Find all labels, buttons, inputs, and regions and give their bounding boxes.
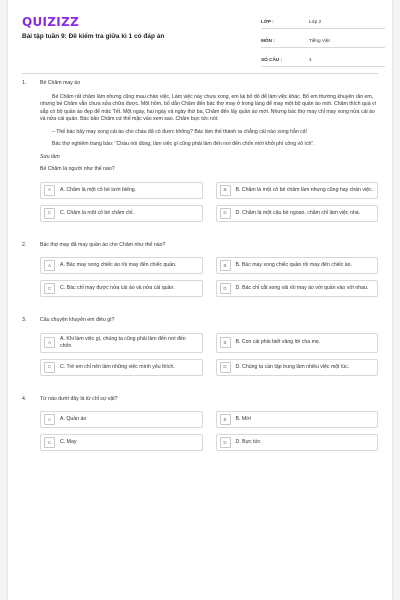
answer-option-a[interactable]: [40, 182, 203, 199]
option-letter: C: [44, 283, 55, 294]
option-letter: C: [44, 208, 55, 219]
question-2: [22, 242, 378, 298]
question-number: 2.: [22, 241, 27, 248]
option-text: C. Trẻ em chỉ nên làm những việc mình yêu thích.: [60, 363, 175, 370]
option-letter: C: [44, 362, 55, 373]
option-letter: B: [220, 414, 231, 425]
answer-option-b[interactable]: [216, 333, 379, 353]
answer-option-a[interactable]: [40, 257, 203, 274]
option-text: D. Chăm là một cậu bé ngoan, chăm chỉ làm việc nhà.: [235, 209, 361, 216]
meta-value: Lớp 2: [309, 18, 322, 24]
option-text: B. Con cái phải biết vâng lời cha mẹ.: [235, 339, 321, 346]
question-3: [22, 317, 378, 376]
option-text: B. Bác may xong chiếc quần rồi may đến chiếc áo.: [235, 262, 352, 269]
answer-option-a[interactable]: [40, 333, 203, 353]
question-header: [22, 317, 378, 325]
answer-options: [40, 333, 378, 376]
question-number: 3.: [22, 317, 27, 324]
questions-list: [22, 80, 378, 451]
question-header: [22, 396, 378, 404]
option-letter: C: [44, 437, 55, 448]
question-body: [40, 94, 378, 222]
worksheet-page: [8, 0, 392, 600]
option-letter: A: [44, 260, 55, 271]
worksheet-meta: [261, 14, 385, 71]
meta-row-subject: [261, 33, 385, 48]
option-letter: A: [44, 337, 55, 348]
header-divider: [22, 73, 378, 74]
option-text: C. May: [60, 439, 77, 446]
question-prompt: Câu chuyện khuyên em điều gì?: [40, 317, 115, 324]
option-letter: B: [220, 337, 231, 348]
option-text: A. Quần áo: [60, 416, 87, 423]
question-header: [22, 80, 378, 88]
question-prompt: Bác thợ may đã may quần áo cho Chăm như thế nào?: [40, 241, 166, 248]
meta-label: LỚP :: [261, 18, 274, 24]
option-text: B. Chăm là một cô bé chăm làm nhưng cũng hay chán việc.: [235, 186, 374, 193]
answer-option-b[interactable]: [216, 411, 379, 428]
option-text: B. Mới: [235, 416, 251, 423]
question-1: [22, 80, 378, 222]
option-letter: D: [220, 208, 231, 219]
meta-value: 4: [309, 56, 312, 62]
option-text: D. Bực tức: [235, 439, 261, 446]
option-letter: B: [220, 260, 231, 271]
answer-option-d[interactable]: [216, 359, 379, 376]
question-body: [40, 333, 378, 376]
question-number: 4.: [22, 395, 27, 402]
answer-option-d[interactable]: [216, 205, 379, 222]
quizizz-logo: QUIZIZZ: [22, 15, 80, 29]
page-title: Bài tập tuần 9: Đề kiểm tra giữa kì 1 có đáp án: [22, 33, 165, 40]
question-prompt: Từ nào dưới đây là từ chỉ sự vật?: [40, 395, 118, 402]
passage-paragraph: – Thế bác hãy may xong cái áo cho cháu đã có được không? Bác làm thế thành ra chẳng cái nào xong hẳn cả!: [52, 128, 308, 135]
question-header: [22, 242, 378, 250]
meta-value: Tiếng Việt: [309, 37, 330, 43]
question-4: [22, 396, 378, 452]
answer-option-b[interactable]: [216, 257, 379, 274]
option-letter: D: [220, 362, 231, 373]
option-text: D. Bác chỉ cắt xong vải rồi may áo với quần vào với nhau.: [235, 285, 369, 292]
option-letter: B: [220, 185, 231, 196]
meta-label: MÔN :: [261, 37, 275, 43]
answer-option-a[interactable]: [40, 411, 203, 428]
question-prompt: Bé Chăm là người như thế nào?: [40, 166, 115, 173]
option-text: A. Chăm là một cô bé lười biếng.: [60, 186, 137, 193]
answer-option-c[interactable]: [40, 359, 203, 376]
question-body: [40, 411, 378, 451]
option-letter: A: [44, 414, 55, 425]
answer-option-d[interactable]: [216, 434, 379, 451]
answer-option-d[interactable]: [216, 280, 379, 297]
answer-option-c[interactable]: [40, 205, 203, 222]
option-text: A. Bác may xong chiếc áo rồi may đến chiếc quần.: [60, 262, 177, 269]
answer-options: [40, 257, 378, 297]
option-letter: D: [220, 437, 231, 448]
passage-source: Sưu tầm: [40, 153, 60, 160]
passage-paragraph: Bác thợ nghiêm trang bảo: “Cháu nói đúng, làm việc gì cũng phải làm đến nơi đến chốn mới khỏi phí công vô ích”.: [52, 141, 315, 148]
answer-options: [40, 182, 378, 222]
option-letter: A: [44, 185, 55, 196]
option-text: C. Chăm là một cô bé chăm chỉ.: [60, 209, 134, 216]
option-text: C. Bác chỉ may được nửa cái áo và nửa cái quần.: [60, 285, 175, 292]
question-number: 1.: [22, 80, 27, 86]
option-text: A. Khi làm việc gì, chúng ta cũng phải làm đến nơi đến chốn.: [60, 335, 186, 349]
answer-option-c[interactable]: [40, 434, 203, 451]
passage-paragraph: Bé Chăm rất chăm làm nhưng cũng mau chán việc. Làm việc này chưa xong, em lại bỏ đó để làm việc khác. Bố em thường khuyên răn em, nhưng bé Chăm vẫn chưa sửa chữa được. Một hôm, bố dẫn Chăm đến bác thợ may ở trong làng để may một bộ quần áo mới. Chăm thích quá vì sắp có bộ quần áo đẹp để mặc Tết. Một ngày, hai ngày và ngày thứ ba, Chăm đến lấy quần áo mới. Nhưng bác thợ may chỉ may xong nửa cái áo và nửa cái quần. Bác bảo Chăm cứ thế mặc vào xem sao. Chăm bực tức nói:: [40, 93, 377, 123]
option-text: D. Chúng ta cần tập trung làm nhiều việc một lúc.: [235, 363, 350, 370]
meta-row-count: [261, 52, 385, 67]
meta-label: SỐ CÂU :: [261, 56, 283, 62]
meta-row-grade: [261, 14, 385, 29]
question-title: Bé Chăm may áo: [40, 80, 81, 86]
question-body: [40, 257, 378, 297]
answer-option-b[interactable]: [216, 182, 379, 199]
answer-option-c[interactable]: [40, 280, 203, 297]
option-letter: D: [220, 283, 231, 294]
answer-options: [40, 411, 378, 451]
